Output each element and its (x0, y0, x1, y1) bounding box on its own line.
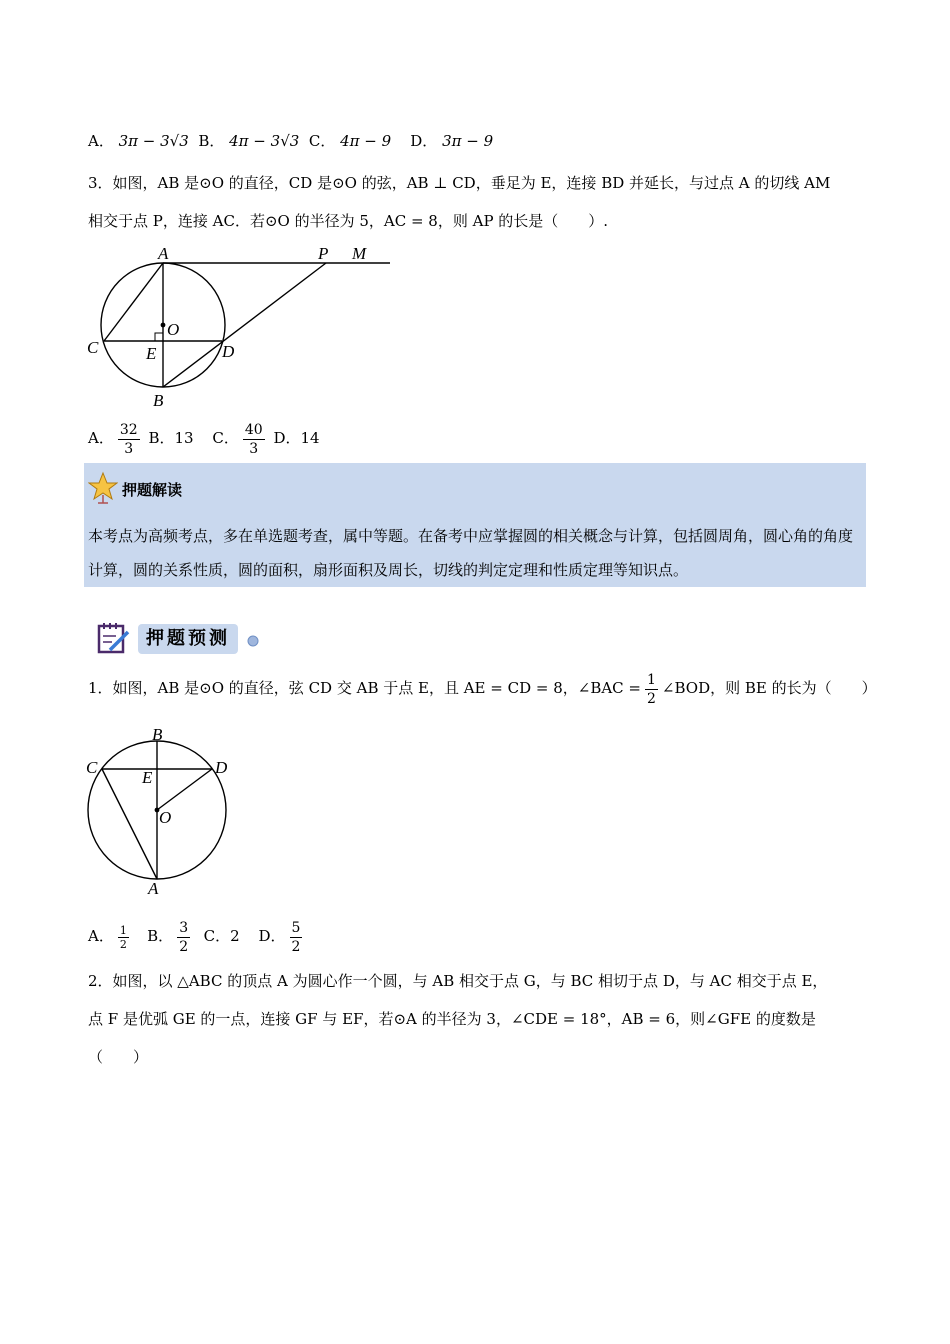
q3-line-2: 相交于点 P，连接 AC．若⊙O 的半径为 5，AC = 8，则 AP 的长是（ ）. (88, 212, 609, 230)
q3-figure (80, 240, 400, 415)
notebook-pen-icon (96, 620, 132, 656)
q3-label-d: D (222, 342, 235, 361)
p1-label-d: D (215, 758, 228, 777)
q3-label-p: P (318, 244, 329, 263)
prediction-banner-title: 押题预测 (138, 624, 238, 654)
p1-options (88, 914, 306, 958)
q3-options (88, 418, 320, 458)
q3-label-e: E (146, 344, 157, 363)
option-d-label: D． (410, 132, 438, 150)
q3-option-c-fraction: $\frac{40}{3}$ (244, 421, 263, 457)
q3-right-angle-mark (155, 333, 163, 341)
q3-label-b: B (153, 391, 164, 410)
callout-body: 本考点为高频考点，多在单选题考查，属中等题。在备考中应掌握圆的相关概念与计算，包括圆周角，圆心角的角度计算，圆的关系性质，圆的面积，扇形面积及周长，切线的判定定理和性质定理等知识点。 (88, 527, 854, 579)
option-a-label: A． (88, 132, 114, 150)
p1-option-a-fraction: $\frac{1}{2}$ (119, 923, 127, 951)
p1-label-e: E (142, 768, 153, 787)
p1-label-b: B (152, 725, 163, 744)
p1-label-a: A (148, 879, 159, 898)
option-c-value: 4π − 9 (340, 132, 392, 150)
p1-segment-od (157, 769, 212, 810)
option-c-label: C． (308, 132, 336, 150)
p1-text-b: ∠BOD，则 BE 的长为（ ） (661, 679, 877, 697)
q3-label-m: M (352, 244, 367, 263)
p2-line-1: 2．如图，以 △ABC 的顶点 A 为圆心作一个圆，与 AB 相交于点 G，与 BC 相切于点 D，与 AC 相交于点 E， (88, 972, 828, 990)
option-b-label: B． (198, 132, 225, 150)
q3-label-c: C (87, 338, 99, 357)
q3-label-o: O (167, 320, 180, 339)
p1-option-a-label: A． (88, 927, 114, 945)
q3-option-d: D．14 (273, 429, 320, 447)
p1-option-b-fraction: $\frac{3}{2}$ (179, 919, 189, 955)
q3-option-c-label: C． (212, 429, 239, 447)
option-d-value: 3π − 9 (442, 132, 494, 150)
q3-option-b: B．13 (148, 429, 194, 447)
analysis-callout (84, 463, 866, 587)
p2-line-2: 点 F 是优弧 GE 的一点，连接 GF 与 EF，若⊙A 的半径为 3，∠CDE = 18°，AB = 6，则∠GFE 的度数是 (88, 1010, 816, 1028)
q3-segment-bp (163, 263, 326, 387)
q3-option-a-fraction: $\frac{32}{3}$ (119, 421, 138, 457)
callout-title: 押题解读 (122, 481, 183, 499)
p1-figure (80, 720, 250, 900)
q3-option-a-label: A． (88, 429, 114, 447)
p1-option-c: C．2 (203, 927, 240, 945)
q3-line-1: 3．如图，AB 是⊙O 的直径，CD 是⊙O 的弦，AB ⊥ CD，垂足为 E，连接 BD 并延长，与过点 A 的切线 AM (88, 174, 831, 192)
p1-option-b-label: B． (147, 927, 174, 945)
star-icon (88, 471, 118, 505)
q3-segment-ac (104, 263, 163, 341)
p1-label-o: O (159, 808, 172, 827)
p1-stem (88, 668, 877, 708)
prev-question-options (88, 130, 493, 152)
p1-label-c: C (86, 758, 98, 777)
p2-line-3: （ ） (88, 1048, 149, 1066)
p1-option-d-fraction: $\frac{5}{2}$ (291, 919, 301, 955)
p1-text-a: 1．如图，AB 是⊙O 的直径，弦 CD 交 AB 于点 E，且 AE = CD = 8，∠BAC = (88, 679, 641, 697)
q3-label-a: A (158, 244, 169, 263)
option-b-value: 4π − 3√3 (229, 132, 300, 150)
option-a-value: 3π − 3√3 (118, 132, 189, 150)
p1-option-d-label: D． (258, 927, 286, 945)
q3-center-dot (161, 323, 166, 328)
p1-stem-fraction: $\frac{1}{2}$ (647, 671, 656, 707)
bullet-dot-icon (246, 634, 260, 648)
